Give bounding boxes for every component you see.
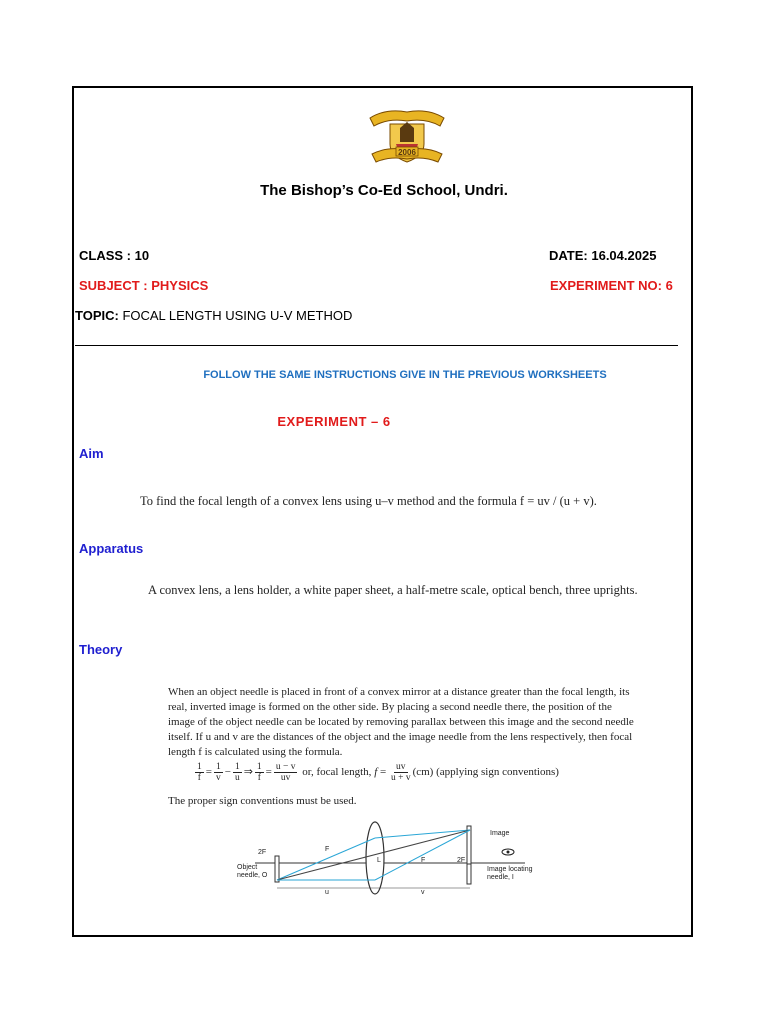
label-object: Object	[237, 864, 258, 871]
label-f-right: F	[421, 857, 426, 864]
eye-icon	[502, 849, 514, 855]
aim-heading: Aim	[79, 446, 104, 461]
subject-label: SUBJECT : PHYSICS	[79, 278, 209, 293]
label-2f-right: 2F	[457, 857, 466, 864]
theory-heading: Theory	[79, 642, 123, 657]
label-image: Image	[490, 830, 510, 837]
sign-convention-note: The proper sign conventions must be used.	[168, 795, 357, 807]
formula-text: or, focal length,	[302, 766, 372, 779]
theory-paragraph: When an object needle is placed in front of a convex mirror at a distance greater than the focal length, its real, inverted image is formed on the other side. By placing a second needle there, the position of the image of the object needle can be located by removing parallax between this image and the second needle itself. If u and v are the distances of the object and the image needle from the lens respectively, then focal length f is calculated using the formula.	[168, 686, 634, 758]
label-2f-left: 2F	[258, 849, 267, 856]
label-image-locating: Image locating	[487, 866, 533, 873]
divider	[75, 345, 678, 346]
ray-diagram	[225, 818, 555, 898]
label-v: v	[421, 889, 425, 896]
school-name: The Bishop’s Co-Ed School, Undri.	[260, 182, 508, 199]
instruction-note: FOLLOW THE SAME INSTRUCTIONS GIVE IN THE PREVIOUS WORKSHEETS	[203, 369, 607, 381]
label-lens: L	[377, 857, 381, 864]
label-object-2: needle, O	[237, 872, 268, 879]
label-f-left: F	[325, 846, 330, 853]
logo-year: 2006	[398, 148, 416, 157]
experiment-number: EXPERIMENT NO: 6	[550, 278, 673, 293]
lens-formula: $\frac{1}{f}$ = $\frac{1}{v}$ − $\frac{1}{u}$ ⇒ $\frac{1}{f}$ = $\frac{u - v}{uv}$ or, focal length, f = $\frac{uv}{u + v}$ (cm) (applying sign conventions)	[197, 762, 559, 783]
label-image-needle: needle, I	[487, 874, 514, 881]
experiment-title: EXPERIMENT – 6	[277, 414, 391, 429]
formula-note: (cm) (applying sign conventions)	[412, 766, 559, 779]
topic-line	[75, 308, 352, 323]
page-border	[72, 86, 693, 937]
topic-value: FOCAL LENGTH USING U-V METHOD	[118, 308, 353, 323]
aim-text: To find the focal length of a convex lens using u–v method and the formula f = uv / (u + v).	[140, 494, 597, 508]
date-label: DATE: 16.04.2025	[549, 248, 657, 263]
class-label: CLASS : 10	[79, 248, 150, 263]
topic-label: TOPIC:	[75, 308, 119, 323]
apparatus-heading: Apparatus	[79, 541, 144, 556]
apparatus-text: A convex lens, a lens holder, a white paper sheet, a half-metre scale, optical bench, three uprights.	[148, 583, 638, 597]
label-u: u	[325, 889, 329, 896]
school-crest-logo	[366, 104, 448, 174]
